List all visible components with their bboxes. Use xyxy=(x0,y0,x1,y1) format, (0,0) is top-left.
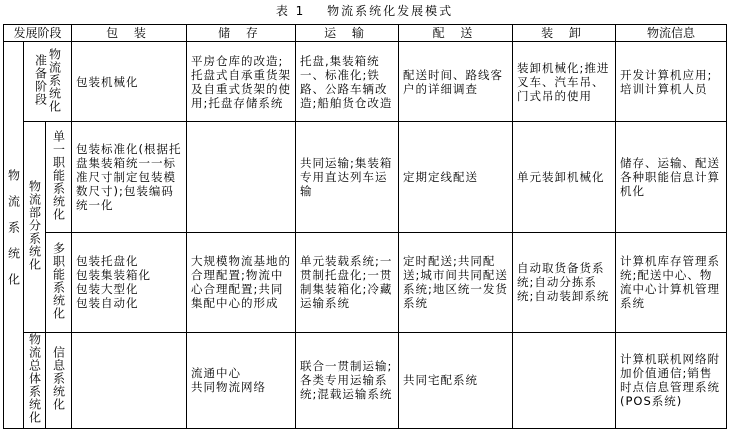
table-row xyxy=(4,332,727,429)
storage-cell: 大规模物流基地的合理配置;物流中心合理配置;共同集配中心的形成 xyxy=(187,233,296,332)
storage-cell: 流通中心 共同物流网络 xyxy=(187,332,296,429)
header-transport: 运 输 xyxy=(296,25,399,42)
stage-cell xyxy=(46,122,72,233)
info-cell: 计算机联机网络附加价值通信;销售时点信息管理系统(POS系统) xyxy=(616,332,727,429)
stage-cell xyxy=(24,42,72,122)
stage-label: 多职能系统化 xyxy=(51,241,66,320)
handling-cell: 装卸机械化;推进叉车、汽车吊、门式吊的使用 xyxy=(513,42,616,122)
info-cell: 计算机库存管理系统;配送中心、物流中心计算机管理系统 xyxy=(616,233,727,332)
header-packaging: 包 装 xyxy=(72,25,187,42)
packaging-cell xyxy=(72,332,187,429)
table-caption: 物流系统化发展模式 xyxy=(327,4,454,18)
header-delivery: 配 送 xyxy=(399,25,513,42)
transport-cell: 共同运输;集装箱专用直达列车运输 xyxy=(296,122,399,233)
handling-cell: 单元装卸机械化 xyxy=(513,122,616,233)
delivery-cell: 配送时间、路线客户的详细调查 xyxy=(399,42,513,122)
sub-group-label: 物流部分系统化 xyxy=(27,179,42,271)
storage-cell: 平房仓库的改造;托盘式自承重货架及自重式货架的使用;托盘存储系统 xyxy=(187,42,296,122)
header-info: 物流信息 xyxy=(616,25,727,42)
stage-label: 单一职能系统化 xyxy=(51,130,66,222)
header-storage: 储 存 xyxy=(187,25,296,42)
storage-cell xyxy=(187,122,296,233)
header-handling: 装 卸 xyxy=(513,25,616,42)
stage-label: 物流总体系统化 xyxy=(27,333,42,425)
transport-cell: 联合一贯制运输;各类专用运输系统;混载运输系统 xyxy=(296,332,399,429)
development-mode-table xyxy=(3,24,727,429)
transport-cell: 单元装载系统;一贯制托盘化;一贯制集装箱化;冷藏运输系统 xyxy=(296,233,399,332)
header-row xyxy=(4,25,727,42)
sub-group-cell xyxy=(24,122,46,332)
stage-label-2: 信息系统化 xyxy=(51,346,66,412)
delivery-cell: 共同宅配系统 xyxy=(399,332,513,429)
table-row xyxy=(4,42,727,122)
header-stage: 发展阶段 xyxy=(4,25,72,42)
handling-cell: 自动取货备货系统;自动分拣系统;自动装卸系统 xyxy=(513,233,616,332)
table-number: 表 1 xyxy=(275,4,306,18)
transport-cell: 托盘,集装箱统一、标准化;铁路、公路车辆改造;船舶货仓改造 xyxy=(296,42,399,122)
main-stage-cell xyxy=(4,42,24,429)
table-row xyxy=(4,233,727,332)
stage-label: 物流系统化准备阶段 xyxy=(33,47,62,113)
handling-cell xyxy=(513,332,616,429)
stage-cell xyxy=(24,332,46,429)
info-cell: 开发计算机应用;培训计算机人员 xyxy=(616,42,727,122)
stage-cell-2 xyxy=(46,332,72,429)
packaging-cell: 包装机械化 xyxy=(72,42,187,122)
packaging-cell: 包装托盘化 包装集装箱化 包装大型化 包装自动化 xyxy=(72,233,187,332)
delivery-cell: 定时配送;共同配送;城市间共同配送系统;地区统一发货系统 xyxy=(399,233,513,332)
table-title xyxy=(0,2,729,19)
main-stage-label: 物流系统化 xyxy=(6,168,21,299)
table-row xyxy=(4,122,727,233)
packaging-cell: 包装标准化(根据托盘集装箱统一一标准尺寸制定包装模数尺寸);包装编码统一化 xyxy=(72,122,187,233)
info-cell: 储存、运输、配送各种职能信息计算机化 xyxy=(616,122,727,233)
stage-cell xyxy=(46,233,72,332)
delivery-cell: 定期定线配送 xyxy=(399,122,513,233)
